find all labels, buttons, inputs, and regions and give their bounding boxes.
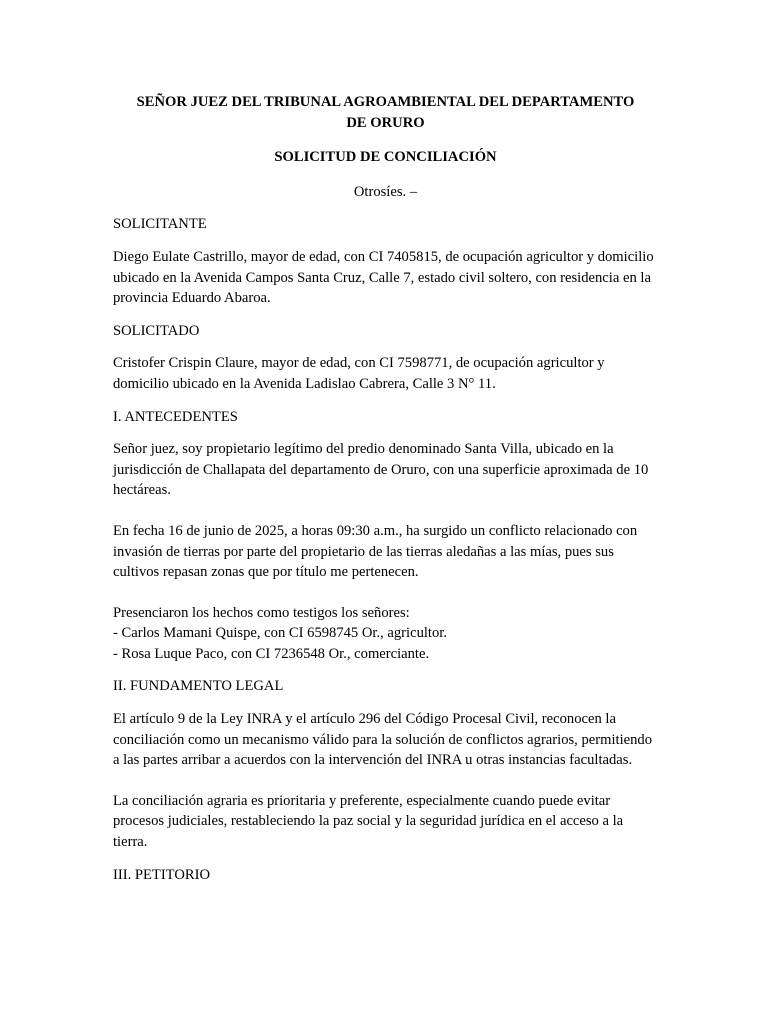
witnesses-intro: Presenciaron los hechos como testigos los señores: [113,604,410,621]
antecedentes-witnesses [113,603,658,665]
solicitado-heading: SOLICITADO [113,322,200,339]
antecedentes-heading: I. ANTECEDENTES [113,408,238,425]
petitorio-heading: III. PETITORIO [113,866,211,883]
antecedentes-paragraph-1: Señor juez, soy propietario legítimo del predio denominado Santa Villa, ubicado en la jurisdicción de Challapata del departamento de Oruro, con una superficie aproximada de 10 hectáreas. [113,441,649,499]
solicitante-heading: SOLICITANTE [113,216,207,233]
witness-item: - Carlos Mamani Quispe, con CI 6598745 Or., agricultor. [113,625,447,642]
document-page [113,92,658,897]
witness-item: - Rosa Luque Paco, con CI 7236548 Or., comerciante. [113,645,430,662]
antecedentes-paragraph-2: En fecha 16 de junio de 2025, a horas 09:30 a.m., ha surgido un conflicto relacionado con invasión de tierras por parte del propietario de las tierras aledañas a las mías, pues sus cultivos repasan zonas que por título me pertenecen. [113,522,638,581]
fundamento-heading: II. FUNDAMENTO LEGAL [113,678,284,695]
otrosies-label: Otrosíes. – [353,183,418,200]
title-line-1: SEÑOR JUEZ DEL TRIBUNAL AGROAMBIENTAL DEL DEPARTAMENTO [136,94,635,110]
document-title [113,92,658,133]
fundamento-paragraph-2: La conciliación agraria es prioritaria y preferente, especialmente cuando puede evitar procesos judiciales, restableciendo la paz social y la seguridad jurídica en el acceso a la tierra. [113,792,624,851]
solicitado-text: Cristofer Crispin Claure, mayor de edad, con CI 7598771, de ocupación agricultor y domicilio ubicado en la Avenida Ladislao Cabrera, Calle 3 N° 11. [113,355,605,392]
document-subtitle: SOLICITUD DE CONCILIACIÓN [274,149,497,166]
fundamento-paragraph-1: El artículo 9 de la Ley INRA y el artículo 296 del Código Procesal Civil, reconocen la conciliación como un mecanismo válido para la solución de conflictos agrarios, permitiendo a las partes arribar a acuerdos con la intervención del INRA u otras instancias facultadas. [113,711,652,769]
solicitante-text: Diego Eulate Castrillo, mayor de edad, con CI 7405815, de ocupación agricultor y domicilio ubicado en la Avenida Campos Santa Cruz, Calle 7, estado civil soltero, con residencia en la provincia Eduardo Abaroa. [113,248,654,307]
title-line-2: DE ORURO [346,114,425,131]
